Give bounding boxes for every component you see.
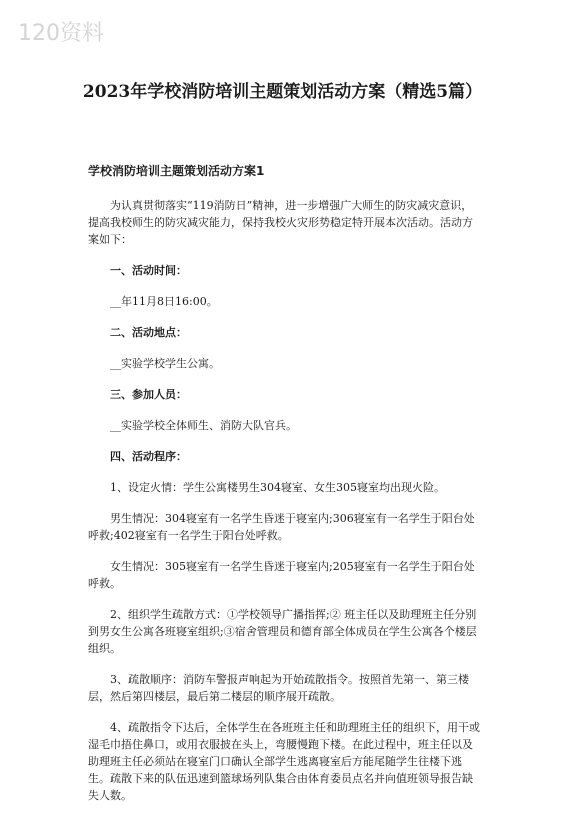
heading-procedure: 四、活动程序： [110, 450, 187, 463]
document-body [88, 163, 480, 818]
paragraph-participants: __实验学校全体师生、消防大队官兵。 [110, 419, 297, 432]
section-title: 学校消防培训主题策划活动方案1 [88, 164, 265, 178]
paragraph-female-situation: 女生情况：305寝室有一名学生昏迷于寝室内;205寝室有一名学生于阳台处呼救。 [88, 560, 475, 590]
paragraph-intro: 为认真贯彻落实“119消防日”精神，进一步增强广大师生的防灾减灾意识，提高我校师生的防灾减灾能力，保持我校火灾形势稳定特开展本次活动。活动方案如下： [88, 199, 473, 246]
paragraph-evacuation-process: 4、疏散指令下达后，全体学生在各班班主任和助理班主任的组织下，用干或湿毛巾捂住鼻口，或用衣服披在头上，弯腰慢跑下楼。在此过程中，班主任以及助理班主任必须站在寝室门口确认全部学生逃离寝室后方能尾随学生往楼下逃生。疏散下来的队伍迅速到篮球场列队集合由体育委员点名并向值班领导报告缺失人数。 [88, 721, 480, 802]
paragraph-location: __实验学校学生公寓。 [110, 357, 220, 370]
heading-participants: 三、参加人员： [110, 388, 187, 401]
paragraph-fire-setting: 1、设定火情：学生公寓楼男生304寝室、女生305寝室均出现火险。 [110, 481, 445, 494]
document-title: 2023年学校消防培训主题策划活动方案（精选5篇） [82, 82, 483, 102]
watermark: 120资料 [18, 21, 104, 46]
paragraph-male-situation: 男生情况：304寝室有一名学生昏迷于寝室内;306寝室有一名学生于阳台处呼救;402寝室有一名学生于阳台处呼救。 [88, 512, 475, 542]
paragraph-evacuation-order: 3、疏散顺序：消防车警报声响起为开始疏散指令。按照首先第一、第三楼层，然后第四楼层，最后第二楼层的顺序展开疏散。 [88, 673, 469, 703]
paragraph-time: __年11月8日16:00。 [110, 295, 218, 308]
paragraph-evacuation-method: 2、组织学生疏散方式：①学校领导广播指挥;② 班主任以及助理班主任分别到男女生公寓各班寝室组织;③宿舍管理员和德育部全体成员在学生公寓各个楼层组织。 [88, 608, 477, 655]
heading-activity-time: 一、活动时间： [110, 264, 187, 277]
heading-activity-location: 二、活动地点： [110, 326, 187, 339]
